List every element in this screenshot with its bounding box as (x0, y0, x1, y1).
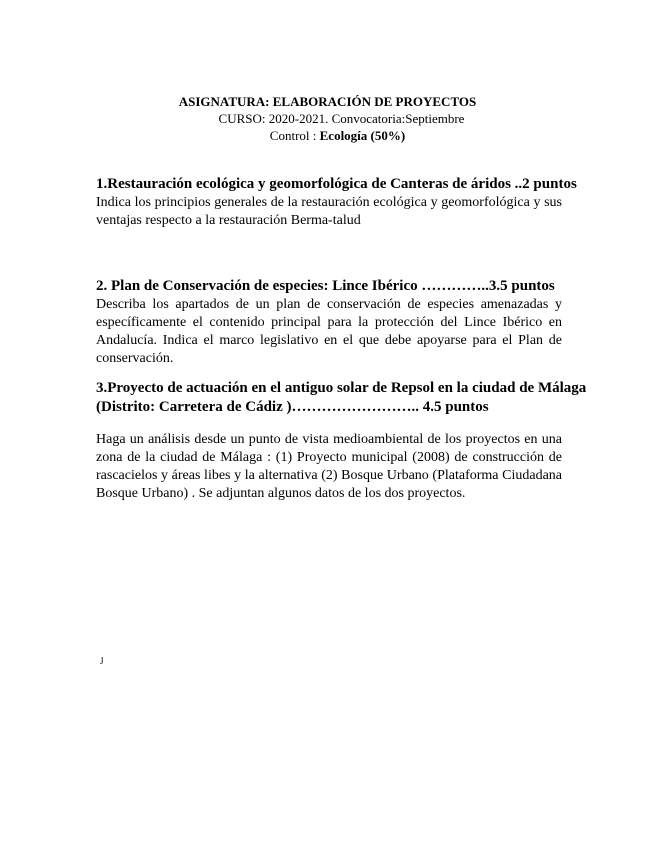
question-3-title: 3.Proyecto de actuación en el antiguo solar de Repsol en la ciudad de Málaga (Distrito: Carretera de Cádiz )…………………….. 4.5 puntos (96, 380, 587, 415)
subject-title: ASIGNATURA: ELABORACIÓN DE PROYECTOS (178, 94, 477, 109)
control-prefix: Control : (269, 128, 320, 143)
footer-mark: J (100, 656, 104, 666)
document-header (0, 93, 655, 144)
control-value: Ecología (50%) (319, 128, 406, 143)
question-3 (96, 379, 596, 503)
question-1-title: 1.Restauración ecológica y geomorfológica de Canteras de áridos ..2 puntos (96, 176, 577, 192)
question-2-body: Describa los apartados de un plan de conservación de especies amenazadas y específicamente el contenido principal para la protección del Lince Ibérico en Andalucía. Indica el marco legislativo en el que debe apoyarse para el Plan de conservación. (96, 297, 562, 366)
question-2 (96, 277, 562, 368)
control-line (0, 127, 655, 144)
question-3-body: Haga un análisis desde un punto de vista medioambiental de los proyectos en una zona de la ciudad de Málaga : (1) Proyecto municipal (2008) de construcción de rascacielos y áreas libes y la alternativa (2) Bosque Urbano (Plataforma Ciudadana Bosque Urbano) . Se adjuntan algunos datos de los dos proyectos. (96, 432, 562, 501)
question-1-body: Indica los principios generales de la restauración ecológica y geomorfológica y sus ventajas respecto a la restauración Berma-talud (96, 195, 562, 228)
question-1 (96, 175, 577, 230)
question-2-title: 2. Plan de Conservación de especies: Lince Ibérico …………..3.5 puntos (96, 278, 555, 294)
course-line: CURSO: 2020-2021. Convocatoria:Septiembre (218, 111, 465, 126)
